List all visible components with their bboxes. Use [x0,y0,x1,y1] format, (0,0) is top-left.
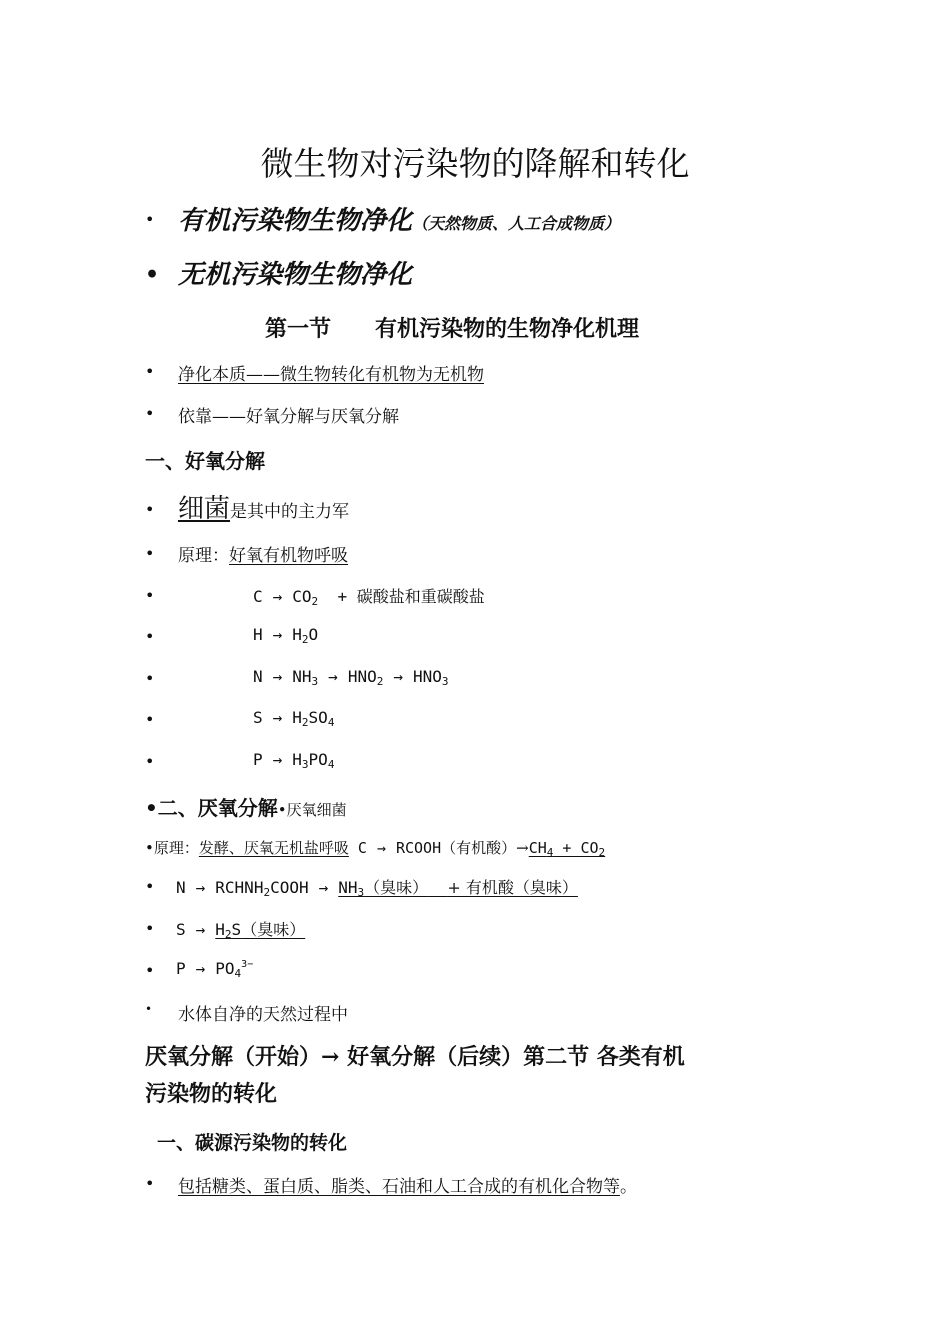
bullet-dot-icon: • [145,919,155,938]
bullet-dot-icon: • [145,627,155,646]
purification-reliance: 依靠——好氧分解与厌氧分解 [178,407,399,427]
bullet-dot-icon: • [145,500,155,519]
carbon-includes: 包括糖类、蛋白质、脂类、石油和人工合成的有机化合物等 [178,1177,620,1197]
section1-heading: 第一节 有机污染物的生物净化机理 [265,316,640,342]
organic-acid-smell: + 有机酸（臭味） [447,878,578,897]
anaerobic-principle-value: 发酵、厌氧无机盐呼吸 [198,839,349,857]
reaction-phosphorus: $P \to H_3PO_4$ [253,750,335,771]
anaerobic-heading: •二、厌氧分解 [145,796,278,820]
rchnh-label: RCHNH [215,878,264,897]
reaction-sulfur: $S \to H_2SO_4$ [253,708,335,729]
bullet-dot-icon: • [145,1002,153,1016]
arrow-right-icon: → [328,667,338,686]
bullet-dot-icon: • [145,404,155,423]
principle-value: 好氧有机物呼吸 [229,546,348,566]
purification-essence: 净化本质——微生物转化有机物为无机物 [178,365,484,385]
organic-purification-label: 有机污染物生物净化 [178,206,413,236]
anaerobic-heading-line [145,792,347,821]
anaerobic-bacteria-note: •厌氧细菌 [277,801,347,819]
arrow-right-icon: → [272,708,283,727]
arrow-right-icon: → [272,667,283,686]
transition-line-1: 厌氧分解（开始）→ 好氧分解（后续）第二节 各类有机 [145,1044,685,1070]
nh3-products: $NH_3$（臭味） + 有机酸（臭味） [338,878,578,899]
h2s-smell: （臭味） [241,920,306,939]
methane-products: $CH_4 + CO_2$ [528,839,606,859]
aerobic-principle [178,541,348,566]
reaction-hydrogen: $H \to H_2O$ [253,625,319,646]
arrow-right-icon: → [318,878,329,897]
bullet-dot-icon: • [145,961,155,980]
aerobic-heading: 一、好氧分解 [145,449,265,473]
bullet-dot-icon: • [145,669,155,688]
bacteria-term: 细菌 [178,494,231,524]
nh3-smell: （臭味） [364,878,429,897]
arrow-right-icon: → [195,920,206,939]
page-title: 微生物对污染物的降解和转化 [260,144,690,183]
organic-purification-note: （天然物质、人工合成物质） [412,214,621,233]
arrow-right-icon: → [272,750,283,769]
bullet-dot-icon: • [145,362,155,381]
transition-line-2: 污染物的转化 [145,1081,278,1107]
reaction-anaerobic-phosphorus: $P \to PO_4^{3-}$ [176,959,254,980]
bullet-dot-icon: • [145,210,155,229]
bullet-dot-icon: • [145,262,160,288]
arrow-right-icon: → [393,667,403,686]
organic-purification-item [178,200,620,237]
bullet-dot-icon: • [145,877,155,896]
reaction-carbon: $C \to CO_2$ + 碳酸盐和重碳酸盐 [253,587,485,608]
bacteria-description: 是其中的主力军 [230,502,350,522]
bullet-dot-icon: • [145,544,155,563]
natural-process-text: 水体自净的天然过程中 [178,1005,348,1025]
carbon-heading: 一、碳源污染物的转化 [157,1132,348,1154]
bullet-dot-icon: • [145,586,155,605]
reaction-anaerobic-sulfur: $S \to H_2S$（臭味） [176,920,306,941]
arrow-right-icon: → [516,839,529,857]
carbonates-label: 碳酸盐和重碳酸盐 [356,587,485,606]
carbon-period: 。 [620,1177,637,1197]
bullet-dot-icon: • [145,710,155,729]
arrow-right-icon: → [195,878,206,897]
carbon-includes-line [178,1172,637,1197]
bullet-dot-icon: • [145,752,155,771]
reaction-anaerobic-nitrogen: $N \to RCHNH_2COOH \to NH_3$（臭味） + 有机酸（臭味） [176,878,578,899]
rcooh-label: RCOOH（有机酸） [395,839,517,857]
anaerobic-principle-line: •原理：发酵、厌氧无机盐呼吸 C → RCOOH（有机酸）$\to CH_4 + CO_2$ [145,839,606,859]
inorganic-purification-label: 无机污染物生物净化 [178,260,413,290]
arrow-right-icon: → [272,587,283,606]
arrow-right-icon: → [195,959,206,978]
arrow-right-icon: → [272,625,283,644]
arrow-right-icon: → [376,839,386,857]
reaction-nitrogen: $N \to NH_3 \to HNO_2 \to HNO_3$ [253,667,449,688]
anaerobic-principle-label: •原理： [145,839,199,857]
bacteria-line [178,488,349,525]
bullet-dot-icon: • [145,1174,155,1193]
principle-label: 原理： [178,546,229,566]
